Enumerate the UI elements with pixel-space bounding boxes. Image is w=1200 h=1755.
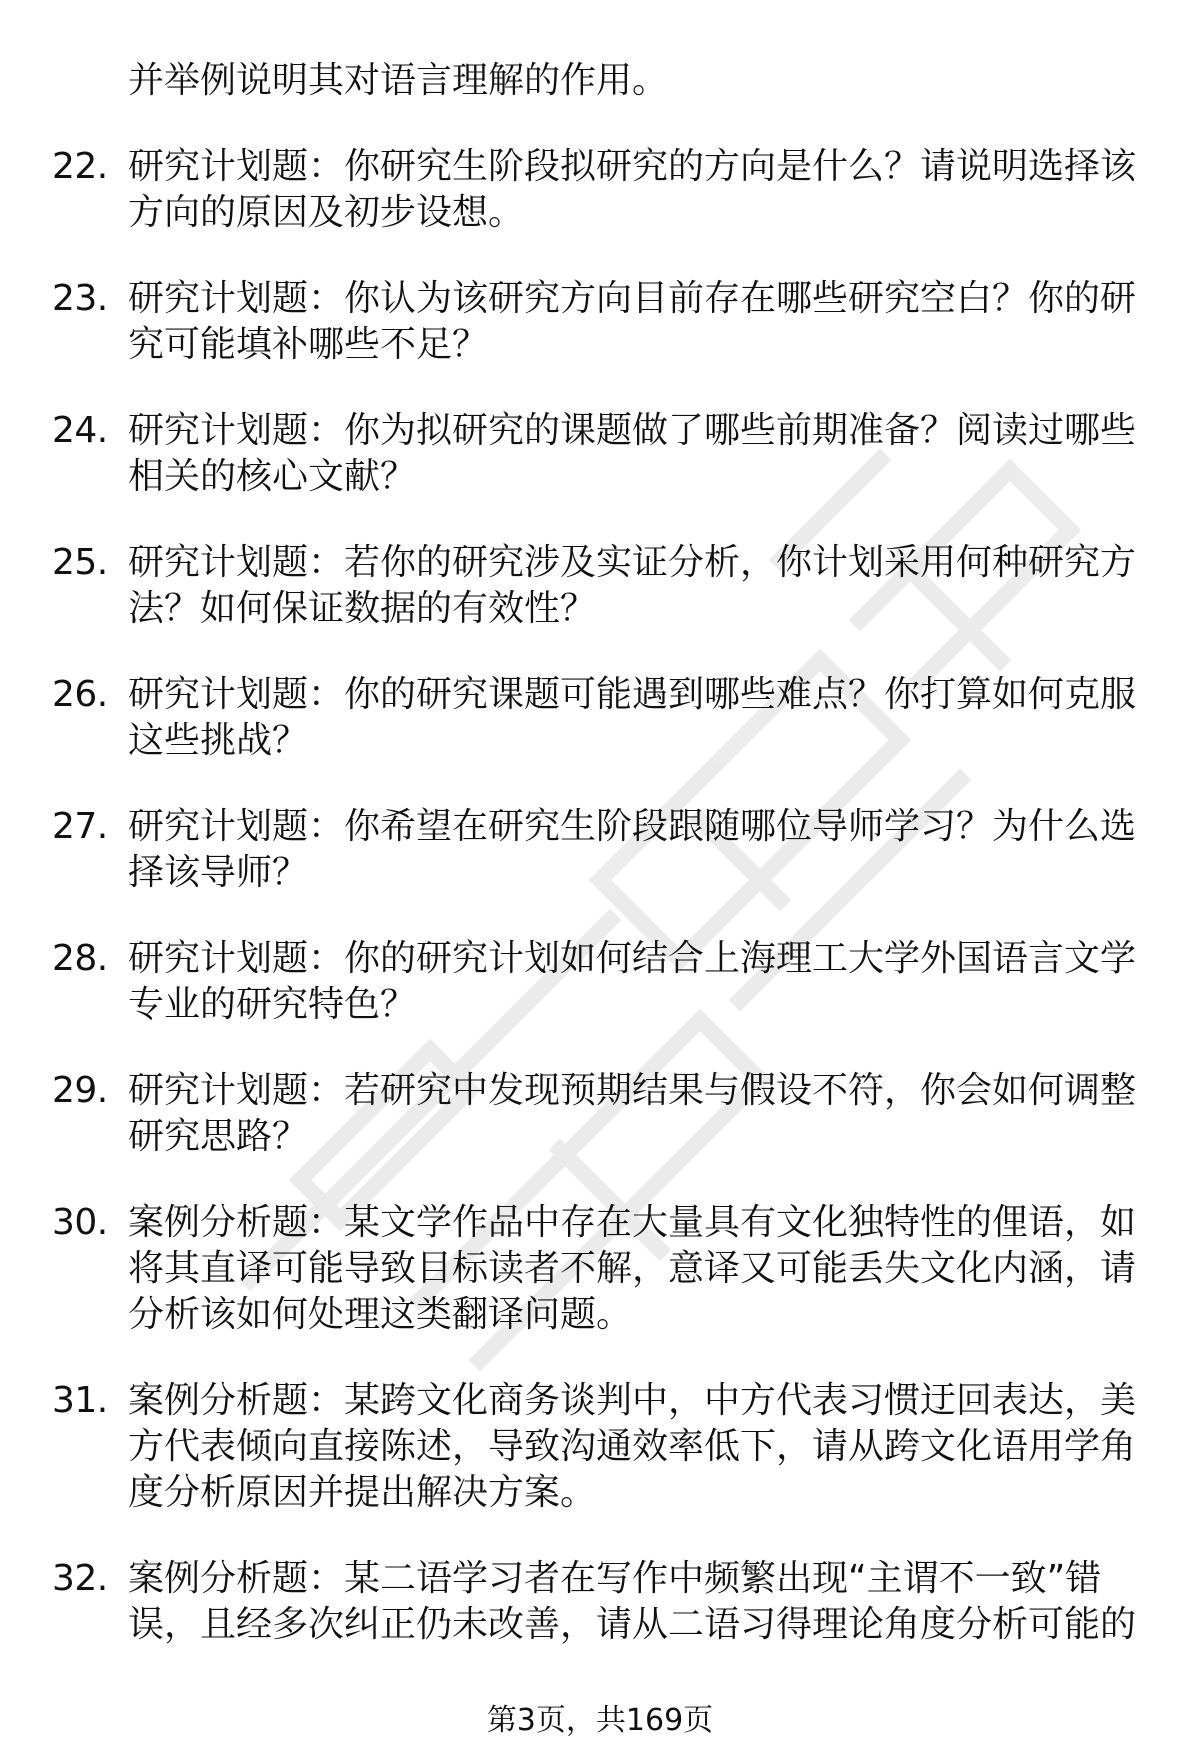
question-text: 研究计划题：你希望在研究生阶段跟随哪位导师学习？为什么选择该导师？ (128, 806, 1137, 893)
question-number: 28. (52, 938, 108, 979)
question-text: 研究计划题：你的研究计划如何结合上海理工大学外国语言文学专业的研究特色？ (128, 938, 1137, 1025)
question-number: 32. (52, 1558, 108, 1599)
question-text: 案例分析题：某二语学习者在写作中频繁出现“主谓不一致”错误，且经多次纠正仍未改善，请从二语习得理论角度分析可能的 (128, 1558, 1137, 1645)
question-list (52, 58, 1152, 1648)
page-footer: 第3页，共169页 (486, 1703, 714, 1738)
question-number: 27. (52, 806, 108, 847)
question-item (52, 804, 1152, 896)
question-number: 31. (52, 1380, 108, 1421)
question-item (52, 936, 1152, 1028)
question-number: 30. (52, 1202, 108, 1243)
question-number: 23. (52, 278, 108, 319)
question-text: 案例分析题：某跨文化商务谈判中，中方代表习惯迂回表达，美方代表倾向直接陈述，导致沟通效率低下，请从跨文化语用学角度分析原因并提出解决方案。 (128, 1380, 1137, 1513)
continuation-text: 并举例说明其对语言理解的作用。 (128, 60, 669, 101)
question-number: 29. (52, 1070, 108, 1111)
question-number: 25. (52, 542, 108, 583)
question-number: 24. (52, 410, 108, 451)
question-item (52, 276, 1152, 368)
question-item (52, 672, 1152, 764)
question-item (52, 1200, 1152, 1338)
question-item (52, 1068, 1152, 1160)
question-item (52, 144, 1152, 236)
question-text: 研究计划题：你为拟研究的课题做了哪些前期准备？阅读过哪些相关的核心文献？ (128, 410, 1137, 497)
question-item (52, 1556, 1152, 1648)
question-text: 研究计划题：若你的研究涉及实证分析，你计划采用何种研究方法？如何保证数据的有效性？ (128, 542, 1137, 629)
question-item (52, 1378, 1152, 1516)
question-text: 研究计划题：若研究中发现预期结果与假设不符，你会如何调整研究思路？ (128, 1070, 1137, 1157)
question-item (52, 540, 1152, 632)
question-number: 22. (52, 146, 108, 187)
question-text: 研究计划题：你认为该研究方向目前存在哪些研究空白？你的研究可能填补哪些不足？ (128, 278, 1137, 365)
question-text: 研究计划题：你的研究课题可能遇到哪些难点？你打算如何克服这些挑战？ (128, 674, 1137, 761)
question-text: 案例分析题：某文学作品中存在大量具有文化独特性的俚语，如将其直译可能导致目标读者不解，意译又可能丢失文化内涵，请分析该如何处理这类翻译问题。 (128, 1202, 1137, 1335)
question-text: 研究计划题：你研究生阶段拟研究的方向是什么？请说明选择该方向的原因及初步设想。 (128, 146, 1137, 233)
question-number: 26. (52, 674, 108, 715)
question-item (52, 408, 1152, 500)
